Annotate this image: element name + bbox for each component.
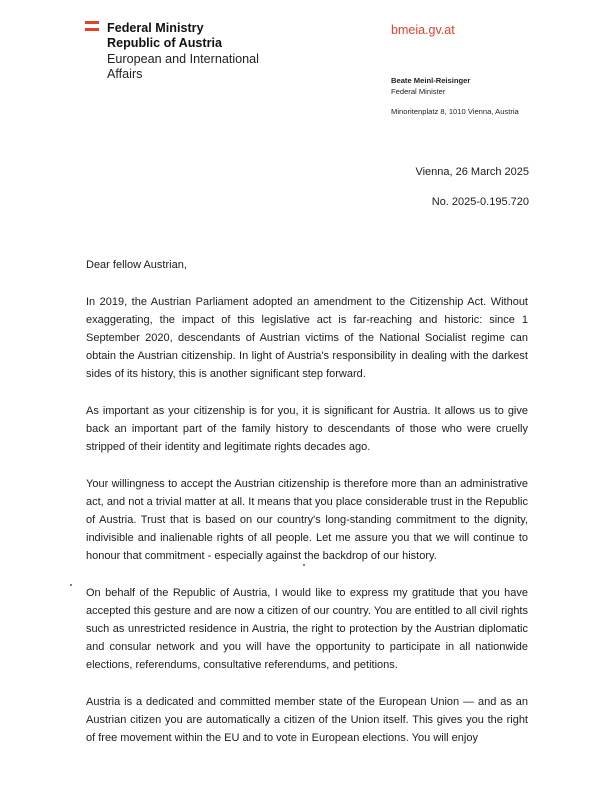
ministry-name [107, 21, 259, 83]
letter-body [86, 256, 528, 766]
logo-bar-bottom [85, 28, 99, 31]
ministry-line-1: Federal Ministry [107, 21, 204, 35]
letter-date: Vienna, 26 March 2025 [415, 166, 529, 178]
ministry-line-3: European and International [107, 51, 259, 66]
scan-speck [303, 564, 305, 566]
paragraph-3: Your willingness to accept the Austrian citizenship is therefore more than an administrative act, and not a trivial matter at all. It means that you place considerable trust in the Republic of Austria. Trust that is based on our country's long-standing commitment to the dignity, indivisible and inalienable rights of all people. Let me assure you that we will continue to honour that commitment - especially against the backdrop of our history. [86, 478, 528, 562]
ministry-line-4: Affairs [107, 67, 143, 82]
ministry-address: Minoritenplatz 8, 1010 Vienna, Austria [391, 107, 519, 116]
logo-bar-top [85, 21, 99, 24]
ministry-logo-icon [85, 21, 101, 33]
salutation: Dear fellow Austrian, [86, 259, 187, 271]
scan-speck [70, 584, 72, 586]
website-link[interactable]: bmeia.gv.at [391, 23, 455, 37]
paragraph-4: On behalf of the Republic of Austria, I would like to express my gratitude that you have accepted this gesture and are now a citizen of our country. You are entitled to all civil rights such as unrestricted residence in Austria, the right to protection by the Austrian diplomatic and consular network and you will have the opportunity to participate in all nationwide elections, referendums, consultative referendums, and petitions. [86, 587, 528, 671]
minister-name: Beate Meinl-Reisinger [391, 76, 471, 85]
paragraph-5: Austria is a dedicated and committed member state of the European Union — and as an Austrian citizen you are automatically a citizen of the Union itself. This gives you the right of free movement within the EU and to vote in European elections. You will enjoy [86, 696, 528, 744]
minister-title: Federal Minister [391, 86, 446, 96]
ministry-line-2: Republic of Austria [107, 36, 222, 51]
paragraph-1: In 2019, the Austrian Parliament adopted an amendment to the Citizenship Act. Without exaggerating, the impact of this legislative act is far-reaching and historic: since 1 September 2020, descendants of Austrian victims of the National Socialist regime can obtain the Austrian citizenship. In light of Austria's responsibility in dealing with the darkest sides of its history, this is another significant step forward. [86, 296, 528, 380]
paragraph-2: As important as your citizenship is for you, it is significant for Austria. It allows us to give back an important part of the family history to descendants of those who were cruelly stripped of their identity and legitimate rights decades ago. [86, 405, 528, 453]
minister-block [391, 76, 470, 97]
reference-number: No. 2025-0.195.720 [431, 196, 529, 208]
